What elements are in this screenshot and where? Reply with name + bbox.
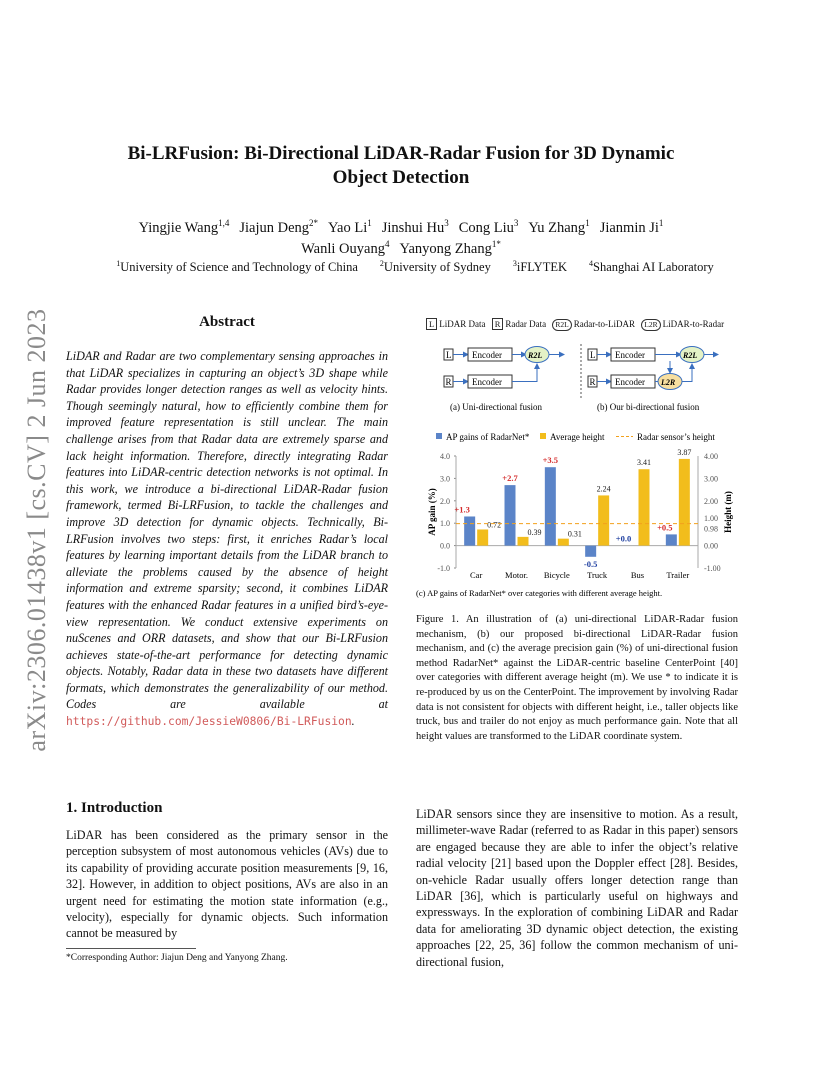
bar-ap-gain — [505, 485, 516, 545]
y-tick-left: 4.0 — [440, 452, 450, 461]
panel-a-caption: (a) Uni-directional fusion — [450, 402, 542, 412]
encoder-a2-label: Encoder — [472, 377, 502, 387]
legend-label-height: Average height — [550, 432, 605, 442]
legend-radar: Radar Data — [505, 319, 547, 329]
bar-ap-gain — [585, 546, 596, 557]
figure-legend — [426, 318, 724, 331]
paper-title — [90, 142, 712, 190]
author-affiliation-mark: 2* — [309, 218, 319, 228]
data-label-height: 0.72 — [487, 520, 502, 530]
author-list-line-1 — [90, 218, 712, 237]
lidar-chip: L — [426, 318, 437, 330]
figure-1 — [416, 316, 738, 608]
abstract-heading: Abstract — [199, 314, 255, 330]
legend-label-ap-gain: AP gains of RadarNet* — [446, 432, 530, 442]
author-name: Jinshui Hu$^3$ — [381, 218, 449, 236]
author-affiliation-mark: 1,4 — [218, 218, 230, 228]
data-label-ap-gain: +3.5 — [542, 455, 559, 466]
x-tick-label: Bicycle — [543, 570, 570, 580]
author-list-line-2 — [90, 239, 712, 258]
data-label-ap-gain: +2.7 — [502, 473, 518, 484]
r2l-node-b-label: R2L — [683, 351, 698, 360]
encoder-b1-label: Encoder — [615, 350, 645, 360]
abstract-text: LiDAR and Radar are two complementary sensing approaches in that LiDAR specializes in capturing an object’s 3D shape while Radar provides longer detection ranges as well as velocity hints. Though seemingly natural, how to efficiently combine them for improved feature representation is still unclear. The main challenge arises from that Radar data are extremely sparse and lack height information. Therefore, directly integrating Radar features into LiDAR-centric detection networks is not optimal. In this work, we introduce a bi-directional LiDAR-Radar fusion framework, termed Bi-LRFusion, to tackle the challenges and improve 3D detection for dynamic objects. Technically, Bi-LRFusion involves two steps: first, it enriches Radar’s local features by learning important details from the LiDAR branch to alleviate the problems caused by the absence of height information and extreme sparsity; second, it combines LiDAR features with the enhanced Radar features in a unified bird’s-eye-view representation. We conduct extensive experiments on nuScenes and ORR datasets, and show that our Bi-LRFusion achieves state-of-the-art performance for detecting dynamic objects. Notably, Radar data in these two datasets have different formats, which demonstrates the generalizability of our method. Codes are available at — [66, 349, 388, 712]
affiliation: $^2$University of Sydney — [379, 259, 491, 275]
l2r-chip: L2R — [641, 319, 660, 331]
author-name: Jianmin Ji$^1$ — [599, 218, 664, 236]
legend-l2r: LiDAR-to-Radar — [662, 319, 725, 329]
lidar-box-b-letter: L — [590, 350, 596, 360]
chart-caption: (c) AP gains of RadarNet* over categories with different average height. — [416, 588, 663, 598]
code-link[interactable]: https://github.com/JessieW0806/Bi-LRFusion — [66, 715, 352, 729]
bar-height — [639, 469, 650, 545]
author-name: Yao Li$^1$ — [328, 218, 372, 236]
x-tick-label: Motor. — [505, 570, 528, 580]
x-tick-label: Bus — [630, 570, 645, 580]
y-tick-right: 0.00 — [704, 541, 718, 551]
y-tick-left: -1.0 — [437, 564, 450, 573]
y-axis-label-left: AP gain (%) — [427, 488, 437, 536]
data-label-height: 0.39 — [527, 527, 542, 537]
bar-ap-gain — [666, 534, 677, 545]
bar-height — [518, 537, 529, 546]
bar-height — [477, 529, 488, 545]
data-label-ap-gain: +0.0 — [615, 533, 632, 544]
author-name: Yu Zhang$^1$ — [528, 218, 590, 236]
radar-box-b-letter: R — [589, 377, 596, 387]
data-label-height: 3.87 — [677, 447, 692, 457]
x-tick-label: Car — [470, 570, 483, 580]
lidar-box-a-letter: L — [446, 350, 452, 360]
affiliation: $^4$Shanghai AI Laboratory — [589, 259, 714, 275]
affiliation-mark: 2 — [379, 259, 384, 268]
y-tick-right: 0.98 — [704, 524, 718, 534]
fusion-diagrams — [416, 334, 738, 416]
y-tick-right: 2.00 — [704, 496, 718, 506]
title-line-1: Bi-LRFusion: Bi-Directional LiDAR-Radar Fusion for 3D Dynamic — [127, 143, 675, 164]
legend-r2l: Radar-to-LiDAR — [573, 319, 636, 329]
x-tick-label: Trailer — [666, 570, 690, 580]
y-axis-label-right: Height (m) — [723, 491, 733, 533]
r2l-node-a-label: R2L — [528, 351, 543, 360]
intro-paragraph-right: LiDAR sensors since they are insensitive to motion. As a result, millimeter-wave Radar (referred to as Radar in this paper) sensors are engaged because they are able to infer the object’s relative radial velocity [21] based upon the Doppler effect [28]. Besides, on-vehicle Radar usually offers longer detection range than LiDAR [36], which is particularly useful on highways and expressways. In the exploration of combining LiDAR and Radar data for ameliorating 3D dynamic object detection, the existing approaches [22, 25, 36] follow the common mechanism of uni-directional fusion, — [416, 807, 738, 969]
footnote-divider — [66, 948, 196, 949]
intro-paragraph-left: LiDAR has been considered as the primary sensor in the perception subsystem of most autonomous vehicles (AVs) due to its capability of providing accurate position measurements [9, 16, 32]. However, in addition to object positions, AVs are also in an urgent need for estimating the motion state information (e.g., velocity), especially for dynamic objects. Such information cannot be measured by — [66, 828, 388, 941]
y-tick-right: -1.00 — [704, 564, 721, 573]
intro-heading: 1. Introduction — [66, 800, 163, 816]
author-name: Jiajun Deng$^{2*}$ — [239, 218, 319, 236]
figure-caption: Figure 1. An illustration of (a) uni-directional LiDAR-Radar fusion mechanism, (b) our proposed bi-directional LiDAR-Radar fusion mechanism, and (c) the average precision gain (%) of uni-directional fusion method RadarNet* against the LiDAR-centric baseline CenterPoint [40] over categories with different average height (m). We use * to indicate it is re-produced by us on the CenterPoint. The improvement by involving Radar data is not consistent for objects with different height, i.e., taller objects like truck, bus and trailer do not enjoy as much performance gain. Note that all height values are transformed to the LiDAR coordinate system. — [416, 614, 738, 742]
author-name: Yingjie Wang$^{1,4}$ — [138, 218, 230, 236]
arxiv-identifier-text: arXiv:2306.01438v1 [cs.CV] 2 Jun 2023 — [22, 308, 51, 752]
author-affiliation-mark: 3 — [444, 218, 449, 228]
radar-box-a-letter: R — [445, 377, 452, 387]
affiliation-mark: 3 — [512, 259, 517, 268]
ap-gain-chart — [416, 428, 738, 608]
author-affiliation-mark: 1* — [491, 239, 501, 249]
y-tick-right: 3.00 — [704, 474, 718, 484]
data-label-ap-gain: +1.3 — [454, 504, 470, 515]
author-affiliation-mark: 1 — [367, 218, 372, 228]
affiliation-mark: 1 — [116, 259, 121, 268]
y-tick-left: 3.0 — [440, 474, 450, 484]
legend-label-radar-height: Radar sensor’s height — [637, 432, 715, 442]
author-name: Cong Liu$^3$ — [458, 218, 519, 236]
title-line-2: Object Detection — [332, 167, 470, 188]
l2r-node-b-label: L2R — [661, 378, 676, 387]
bar-height — [679, 459, 690, 546]
data-label-height: 3.41 — [637, 458, 651, 468]
affiliations — [70, 259, 760, 275]
encoder-a1-label: Encoder — [472, 350, 502, 360]
data-label-ap-gain: +0.5 — [657, 522, 673, 533]
footnote: *Corresponding Author: Jiajun Deng and Yanyong Zhang. — [66, 953, 288, 963]
x-tick-label: Truck — [587, 570, 608, 580]
legend-lidar: LiDAR Data — [439, 319, 486, 329]
bar-height — [558, 539, 569, 546]
legend-swatch-ap-gain — [436, 433, 442, 439]
data-label-ap-gain: -0.5 — [583, 558, 598, 569]
affiliation: $^1$University of Science and Technology of China — [116, 259, 358, 275]
data-label-height: 2.24 — [596, 484, 611, 494]
abstract-body: LiDAR and Radar are two complementary sensing approaches in that LiDAR specializes in capturing an object’s 3D shape while Radar provides longer detection ranges as well as velocity hints. Though seemingly natural, how to efficiently combine them for improved feature representation is still unclear. The main challenge arises from that Radar data are extremely sparse and lack height information. Therefore, directly integrating Radar features into LiDAR-centric detection networks is not optimal. In this work, we introduce a bi-directional LiDAR-Radar fusion framework, termed Bi-LRFusion, to tackle the challenges and improve 3D detection for dynamic objects. Technically, Bi-LRFusion involves two steps: first, it enriches Radar’s local features by learning important details from the LiDAR branch to alleviate the problems caused by the absence of height information and extreme sparsity; second, it combines LiDAR features with the enhanced Radar features in a unified bird’s-eye-view representation. We conduct extensive experiments on nuScenes and ORR datasets, and show that our Bi-LRFusion achieves state-of-the-art performance for detecting dynamic objects. Notably, Radar data in these two datasets have different formats, which demonstrates the generalizability of our method. Codes are available at https://github.com/JessieW0806/Bi-LRFusion. — [66, 349, 388, 729]
arxiv-identifier — [20, 300, 54, 760]
r2l-chip: R2L — [552, 319, 571, 331]
y-tick-right: 1.00 — [704, 514, 718, 524]
author-name: Yanyong Zhang$^{1*}$ — [399, 239, 501, 257]
author-affiliation-mark: 3 — [513, 218, 519, 228]
y-tick-left: 0.0 — [440, 541, 450, 551]
y-tick-left: 2.0 — [440, 496, 450, 506]
bar-ap-gain — [464, 516, 475, 545]
data-label-height: 0.31 — [567, 529, 582, 539]
bar-height — [598, 495, 609, 545]
author-affiliation-mark: 1 — [658, 218, 664, 228]
bar-ap-gain — [545, 467, 556, 545]
radar-chip: R — [492, 318, 504, 330]
author-affiliation-mark: 1 — [585, 218, 590, 228]
affiliation: $^3$iFLYTEK — [512, 259, 567, 275]
encoder-b2-label: Encoder — [615, 377, 645, 387]
y-tick-right: 4.00 — [704, 452, 718, 461]
author-name: Wanli Ouyang$^4$ — [301, 239, 390, 257]
y-tick-left: 1.0 — [440, 519, 450, 529]
panel-b-caption: (b) Our bi-directional fusion — [597, 402, 700, 412]
legend-swatch-height — [540, 433, 546, 439]
author-affiliation-mark: 4 — [384, 239, 390, 249]
affiliation-mark: 4 — [589, 259, 593, 268]
